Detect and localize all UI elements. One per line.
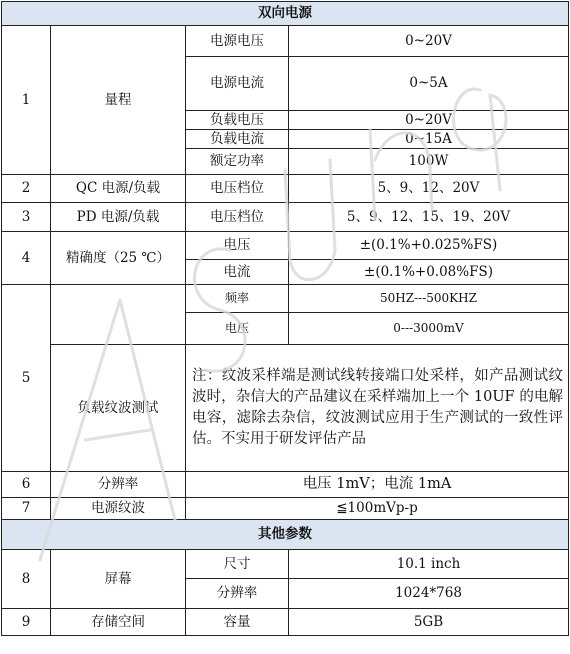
row-name: PD 电源/负载 <box>51 203 186 232</box>
row-number: 1 <box>2 26 51 175</box>
table-row <box>2 26 569 57</box>
row-number: 6 <box>2 472 51 498</box>
value-cell: ±(0.1%+0.025%FS) <box>289 232 569 260</box>
value-cell: 1024*768 <box>289 579 569 609</box>
value-cell: 50HZ---500KHZ <box>289 285 569 313</box>
table-row <box>2 472 569 498</box>
value-cell: 0~20V <box>289 111 569 130</box>
value-cell: 0~15A <box>289 130 569 149</box>
value-cell: 0~5A <box>289 57 569 111</box>
table-row <box>2 345 569 472</box>
param-cell: 电源电流 <box>186 57 289 111</box>
row-number: 8 <box>2 550 51 609</box>
row-number: 7 <box>2 498 51 520</box>
value-cell: ≦100mVp-p <box>186 498 569 520</box>
row-name: 存储空间 <box>51 609 186 636</box>
param-cell: 电源电压 <box>186 26 289 57</box>
row-name: 分辨率 <box>51 472 186 498</box>
param-cell: 负载电压 <box>186 111 289 130</box>
row-number: 2 <box>2 175 51 203</box>
param-cell: 电压档位 <box>186 175 289 203</box>
row-name <box>51 285 186 345</box>
spec-table <box>1 1 569 636</box>
param-cell: 频率 <box>186 285 289 313</box>
value-cell: 5、9、12、15、19、20V <box>289 203 569 232</box>
row-name: 屏幕 <box>51 550 186 609</box>
row-name: 量程 <box>51 26 186 175</box>
row-name: 电源纹波 <box>51 498 186 520</box>
param-cell: 电压 <box>186 232 289 260</box>
value-cell: 100W <box>289 149 569 175</box>
row-number: 5 <box>2 285 51 472</box>
section-header-row <box>2 520 569 550</box>
param-cell: 负载电流 <box>186 130 289 149</box>
table-row <box>2 285 569 313</box>
value-cell: 电压 1mV；电流 1mA <box>186 472 569 498</box>
param-cell: 电流 <box>186 260 289 285</box>
value-cell: 5、9、12、20V <box>289 175 569 203</box>
param-cell: 尺寸 <box>186 550 289 579</box>
table-row <box>2 175 569 203</box>
param-cell: 额定功率 <box>186 149 289 175</box>
row-number: 3 <box>2 203 51 232</box>
value-cell: 5GB <box>289 609 569 636</box>
value-cell: 0~20V <box>289 26 569 57</box>
value-cell: 0---3000mV <box>289 313 569 345</box>
section-title-other-params: 其他参数 <box>2 520 569 550</box>
row-name: 精确度（25 ℃） <box>51 232 186 285</box>
table-row <box>2 203 569 232</box>
table-row <box>2 550 569 579</box>
param-cell: 分辨率 <box>186 579 289 609</box>
row-number: 4 <box>2 232 51 285</box>
param-cell: 容量 <box>186 609 289 636</box>
ripple-note: 注：纹波采样端是测试线转接端口处采样，如产品测试纹波时，杂信大的产品建议在采样端加上一个 10UF 的电解电容，滤除去杂信，纹波测试应用于生产测试的一致性评估。不实用于研发评估产品 <box>186 345 569 472</box>
table-row <box>2 232 569 260</box>
param-cell: 电压 <box>186 313 289 345</box>
table-row <box>2 609 569 636</box>
section-header-row <box>2 2 569 26</box>
param-cell: 电压档位 <box>186 203 289 232</box>
value-cell: 10.1 inch <box>289 550 569 579</box>
table-row <box>2 498 569 520</box>
row-name: 负载纹波测试 <box>51 345 186 472</box>
section-title-bidirectional-power: 双向电源 <box>2 2 569 26</box>
value-cell: ±(0.1%+0.08%FS) <box>289 260 569 285</box>
row-name: QC 电源/负载 <box>51 175 186 203</box>
row-number: 9 <box>2 609 51 636</box>
